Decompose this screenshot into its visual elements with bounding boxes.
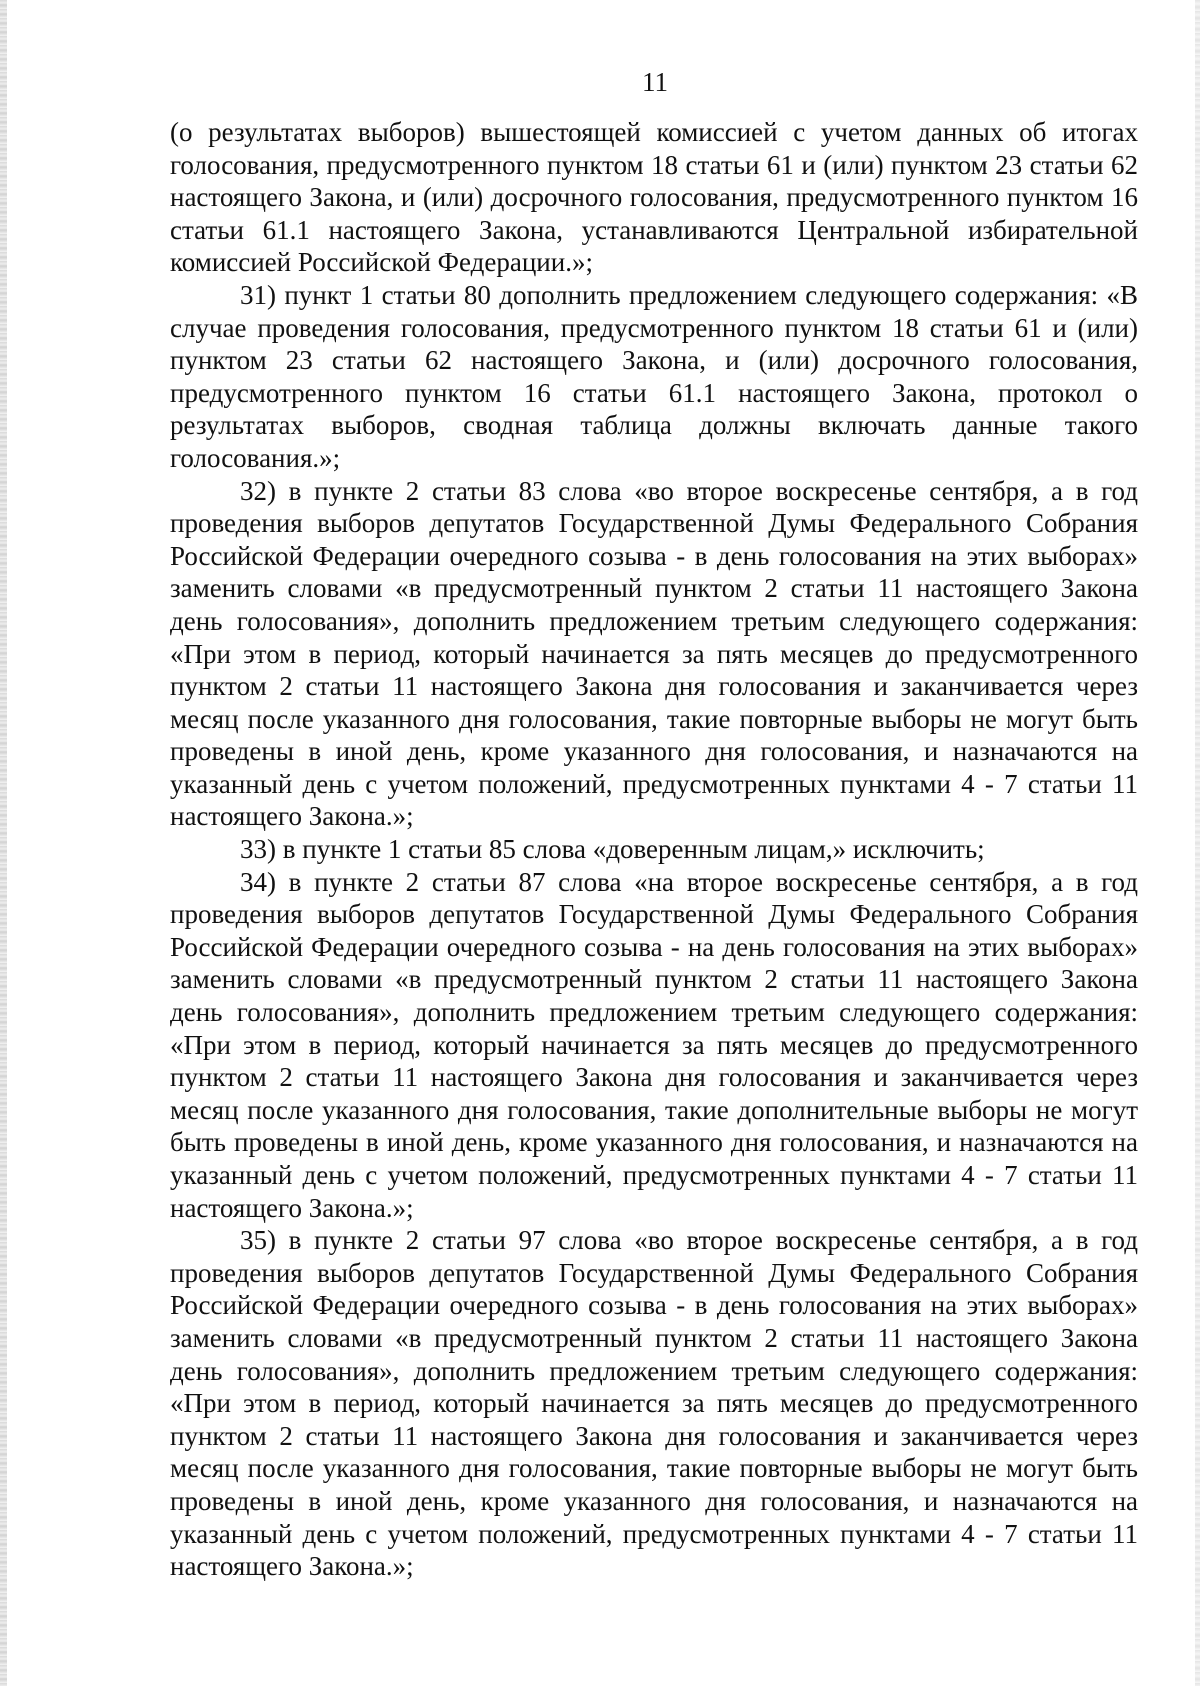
paragraph-item-33: 33) в пункте 1 статьи 85 слова «доверенным лицам,» исключить; [240,834,985,865]
document-body [170,116,1138,1583]
scan-edge-left [0,0,7,1686]
paragraph-continuation: (о результатах выборов) вышестоящей комиссией с учетом данных об итогах голосования, предусмотренного пунктом 18 статьи 61 и (или) пунктом 23 статьи 62 настоящего Закона, и (или) досрочного голосования, предусмотренного пунктом 16 статьи 61.1 настоящего Закона, устанавливаются Центральной избирательной комиссией Российской Федерации.»; [170,117,1138,278]
paragraph-item-34: 34) в пункте 2 статьи 87 слова «на второе воскресенье сентября, а в год проведения выборов депутатов Государственной Думы Федерального Собрания Российской Федерации очередного созыва - на день голосования на этих выборах» заменить словами «в предусмотренный пунктом 2 статьи 11 настоящего Закона день голосования», дополнить предложением третьим следующего содержания: «При этом в период, который начинается за пять месяцев до предусмотренного пунктом 2 статьи 11 настоящего Закона дня голосования и заканчивается через месяц после указанного дня голосования, такие дополнительные выборы не могут быть проведены в иной день, кроме указанного дня голосования, и назначаются на указанный день с учетом положений, предусмотренных пунктами 4 - 7 статьи 11 настоящего Закона.»; [170,866,1138,1223]
page-number: 11 [642,67,668,97]
paragraph-item-31: 31) пункт 1 статьи 80 дополнить предложением следующего содержания: «В случае проведения голосования, предусмотренного пунктом 18 статьи 61 и (или) пунктом 23 статьи 62 настоящего Закона, и (или) досрочного голосования, предусмотренного пунктом 16 статьи 61.1 настоящего Закона, протокол о результатах выборов, сводная таблица должны включать данные такого голосования.»; [170,279,1138,473]
scan-edge-right [1195,0,1200,1686]
paragraph-item-32: 32) в пункте 2 статьи 83 слова «во второе воскресенье сентября, а в год проведения выборов депутатов Государственной Думы Федерального Собрания Российской Федерации очередного созыва - в день голосования на этих выборах» заменить словами «в предусмотренный пунктом 2 статьи 11 настоящего Закона день голосования», дополнить предложением третьим следующего содержания: «При этом в период, который начинается за пять месяцев до предусмотренного пунктом 2 статьи 11 настоящего Закона дня голосования и заканчивается через месяц после указанного дня голосования, такие повторные выборы не могут быть проведены в иной день, кроме указанного дня голосования, и назначаются на указанный день с учетом положений, предусмотренных пунктами 4 - 7 статьи 11 настоящего Закона.»; [170,475,1138,832]
paragraph-item-35: 35) в пункте 2 статьи 97 слова «во второе воскресенье сентября, а в год проведения выборов депутатов Государственной Думы Федерального Собрания Российской Федерации очередного созыва - в день голосования на этих выборах» заменить словами «в предусмотренный пунктом 2 статьи 11 настоящего Закона день голосования», дополнить предложением третьим следующего содержания: «При этом в период, который начинается за пять месяцев до предусмотренного пунктом 2 статьи 11 настоящего Закона дня голосования и заканчивается через месяц после указанного дня голосования, такие повторные выборы не могут быть проведены в иной день, кроме указанного дня голосования, и назначаются на указанный день с учетом положений, предусмотренных пунктами 4 - 7 статьи 11 настоящего Закона.»; [170,1225,1138,1582]
